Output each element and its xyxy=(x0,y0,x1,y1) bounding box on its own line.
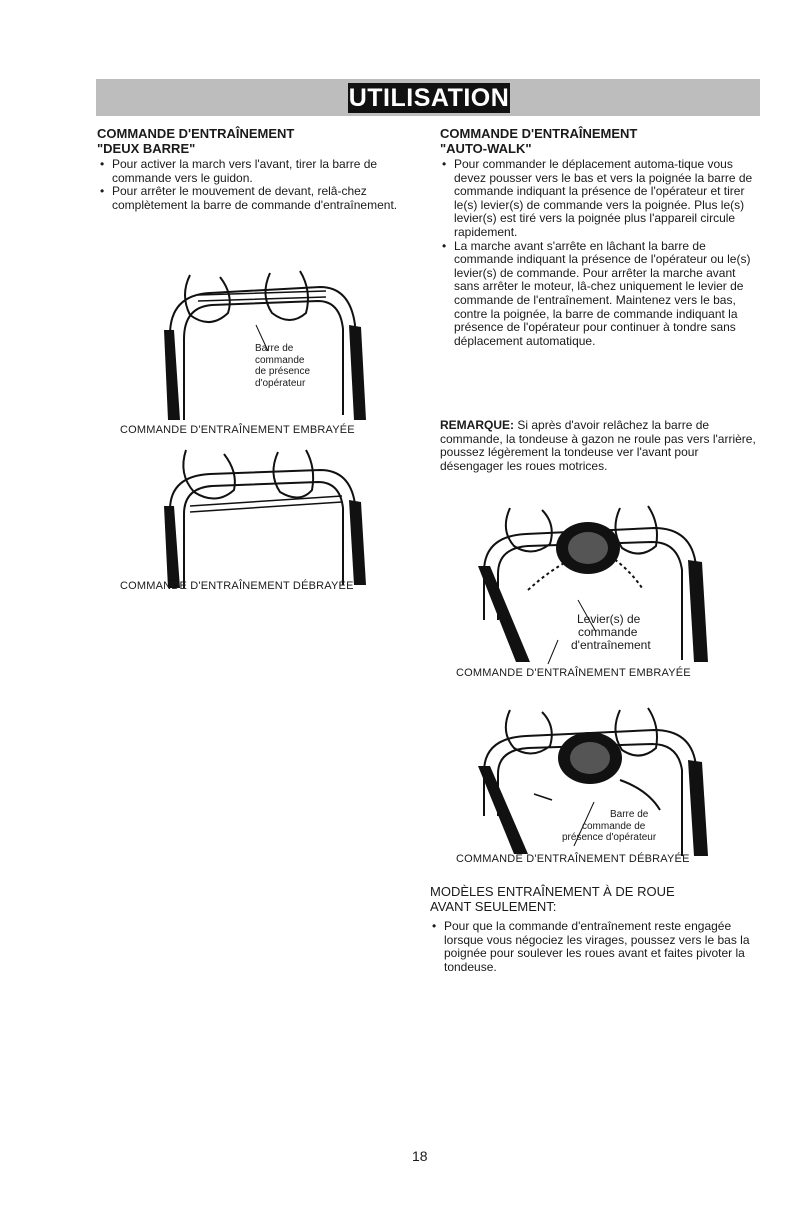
fig4-label xyxy=(562,809,688,844)
right-bullet-list xyxy=(440,158,756,348)
models-list xyxy=(430,920,756,974)
fig3-label-line: d'entraînement xyxy=(571,638,651,652)
left-heading-line1: COMMANDE D'ENTRAÎNEMENT xyxy=(97,126,295,141)
fig4-caption: COMMANDE D'ENTRAÎNEMENT DÉBRAYÉE xyxy=(456,853,690,865)
fig4-label-line: Barre de xyxy=(610,809,649,820)
fig3-label-line: Levier(s) de xyxy=(577,612,641,626)
fig1-label-line: de présence xyxy=(255,366,311,377)
right-heading-line2: "AUTO-WALK" xyxy=(440,141,532,156)
models-heading-line2: AVANT SEULEMENT: xyxy=(430,899,557,914)
list-item: • Pour activer la march vers l'avant, tirer la barre de commande vers le guidon. xyxy=(98,158,398,185)
section-title: UTILISATION xyxy=(348,84,510,112)
page-number: 18 xyxy=(412,1148,428,1164)
note-text: Si après d'avoir relâchez la barre de commande, la tondeuse à gazon ne roule pas vers l'arrière, poussez légèrement la tondeuse ver l'avant pour désengager les roues motrices. xyxy=(440,418,756,473)
left-heading-line2: "DEUX BARRE" xyxy=(97,141,196,156)
fig-handle-released xyxy=(150,440,370,590)
list-item: • Pour arrêter le mouvement de devant, relâ-chez complètement la barre de commande d'entraînement. xyxy=(98,185,398,212)
fig3-caption: COMMANDE D'ENTRAÎNEMENT EMBRAYÉE xyxy=(456,667,691,679)
fig1-label-line: commande xyxy=(255,354,305,366)
fig3-label-line: commande xyxy=(578,625,638,639)
left-bullet-list xyxy=(98,158,398,212)
list-item: • La marche avant s'arrête en lâchant la barre de commande indiquant la présence de l'opérateur ou le(s) levier(s) de commande. Pour arrêter la marche avant sans arrêter le moteur, lâ-chez uniquement le levier de commande de l'entraînement. Maintenez vers le bas, contre la poignée, la barre de commande indiquant la présence de l'opérateur pour continuer à tondre sans déplacement automatique. xyxy=(440,240,756,349)
fig4-label-line: présence d'opérateur xyxy=(562,832,657,843)
fig1-caption: COMMANDE D'ENTRAÎNEMENT EMBRAYÉE xyxy=(120,424,355,436)
fig1-label-line: Barre de xyxy=(255,343,294,354)
right-heading-line1: COMMANDE D'ENTRAÎNEMENT xyxy=(440,126,638,141)
fig1-label xyxy=(255,343,310,389)
models-heading-line1: MODÈLES ENTRAÎNEMENT À DE ROUE xyxy=(430,884,675,899)
note-keyword: REMARQUE: xyxy=(440,418,514,432)
list-item: • Pour commander le déplacement automa-tique vous devez pousser vers le bas et vers la poignée la barre de commande indiquant la présence de l'opérateur et tirer le(s) levier(s) de commande vers la poignée. Plus le(s) levier(s) est tiré vers la poignée plus l'appareil circule rapidement. xyxy=(440,158,756,240)
fig-handle-engaged xyxy=(150,255,370,425)
fig2-caption: COMMANDE D'ENTRAÎNEMENT DÉBRAYÉE xyxy=(120,580,354,592)
note-paragraph xyxy=(440,419,756,473)
list-item: • Pour que la commande d'entraînement reste engagée lorsque vous négociez les virages, poussez vers le bas la poignée pour soulever les roues avant et faites pivoter la tondeuse. xyxy=(430,920,756,974)
fig3-label xyxy=(571,612,651,652)
fig1-label-line: d'opérateur xyxy=(255,377,306,389)
models-heading xyxy=(430,884,675,914)
fig4-label-line: commande de xyxy=(582,820,646,832)
